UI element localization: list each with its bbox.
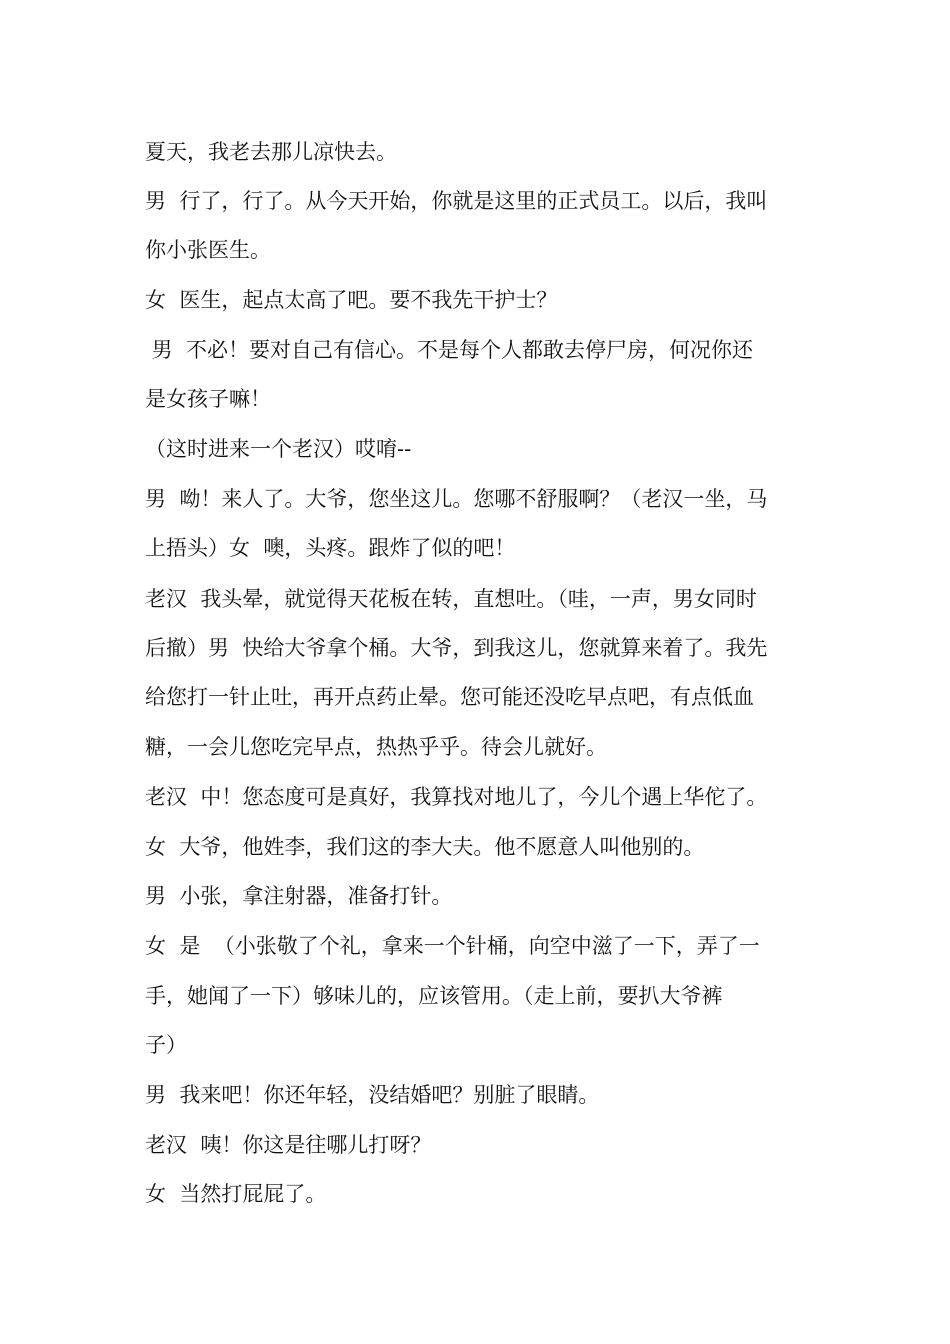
text-line-10: 老汉 我头晕，就觉得天花板在转，直想吐。（哇，一声，男女同时 xyxy=(145,587,757,611)
text-line-5: 男 不必！要对自己有信心。不是每个人都敢去停尸房，何况你还 xyxy=(145,338,754,362)
text-line-4: 女 医生，起点太高了吧。要不我先干护士？ xyxy=(145,288,558,312)
text-line-14: 老汉 中！您态度可是真好，我算找对地儿了，今儿个遇上华佗了。 xyxy=(145,785,768,809)
text-line-8: 男 呦！来人了。大爷，您坐这儿。您哪不舒服啊？（老汉一坐，马 xyxy=(145,487,768,511)
text-line-18: 手，她闻了一下）够味儿的，应该管用。（走上前，要扒大爷裤 xyxy=(145,984,723,1008)
text-line-22: 女 当然打屁屁了。 xyxy=(145,1182,327,1206)
text-line-11: 后撤）男 快给大爷拿个桶。大爷，到我这儿，您就算来着了。我先 xyxy=(145,636,768,660)
text-line-2: 男 行了，行了。从今天开始，你就是这里的正式员工。以后，我叫 xyxy=(145,189,768,213)
text-line-7: （这时进来一个老汉）哎唷-- xyxy=(145,437,412,461)
text-line-21: 老汉 咦！你这是往哪儿打呀？ xyxy=(145,1133,432,1157)
text-line-12: 给您打一针止吐，再开点药止晕。您可能还没吃早点吧，有点低血 xyxy=(145,685,754,709)
text-line-6: 是女孩子嘛！ xyxy=(145,387,271,411)
text-line-9: 上捂头）女 噢，头疼。跟炸了似的吧！ xyxy=(145,536,516,560)
text-line-16: 男 小张，拿注射器，准备打针。 xyxy=(145,884,453,908)
text-line-1: 夏天，我老去那儿凉快去。 xyxy=(145,140,397,164)
text-line-3: 你小张医生。 xyxy=(145,238,271,262)
text-line-20: 男 我来吧！你还年轻，没结婚吧？别脏了眼睛。 xyxy=(145,1083,600,1107)
text-line-17: 女 是 （小张敬了个礼，拿来一个针桶，向空中滋了一下，弄了一 xyxy=(145,934,760,958)
text-line-19: 子） xyxy=(145,1033,187,1057)
text-line-13: 糖，一会儿您吃完早点，热热乎乎。待会儿就好。 xyxy=(145,735,607,759)
text-line-15: 女 大爷，他姓李，我们这的李大夫。他不愿意人叫他别的。 xyxy=(145,835,705,859)
